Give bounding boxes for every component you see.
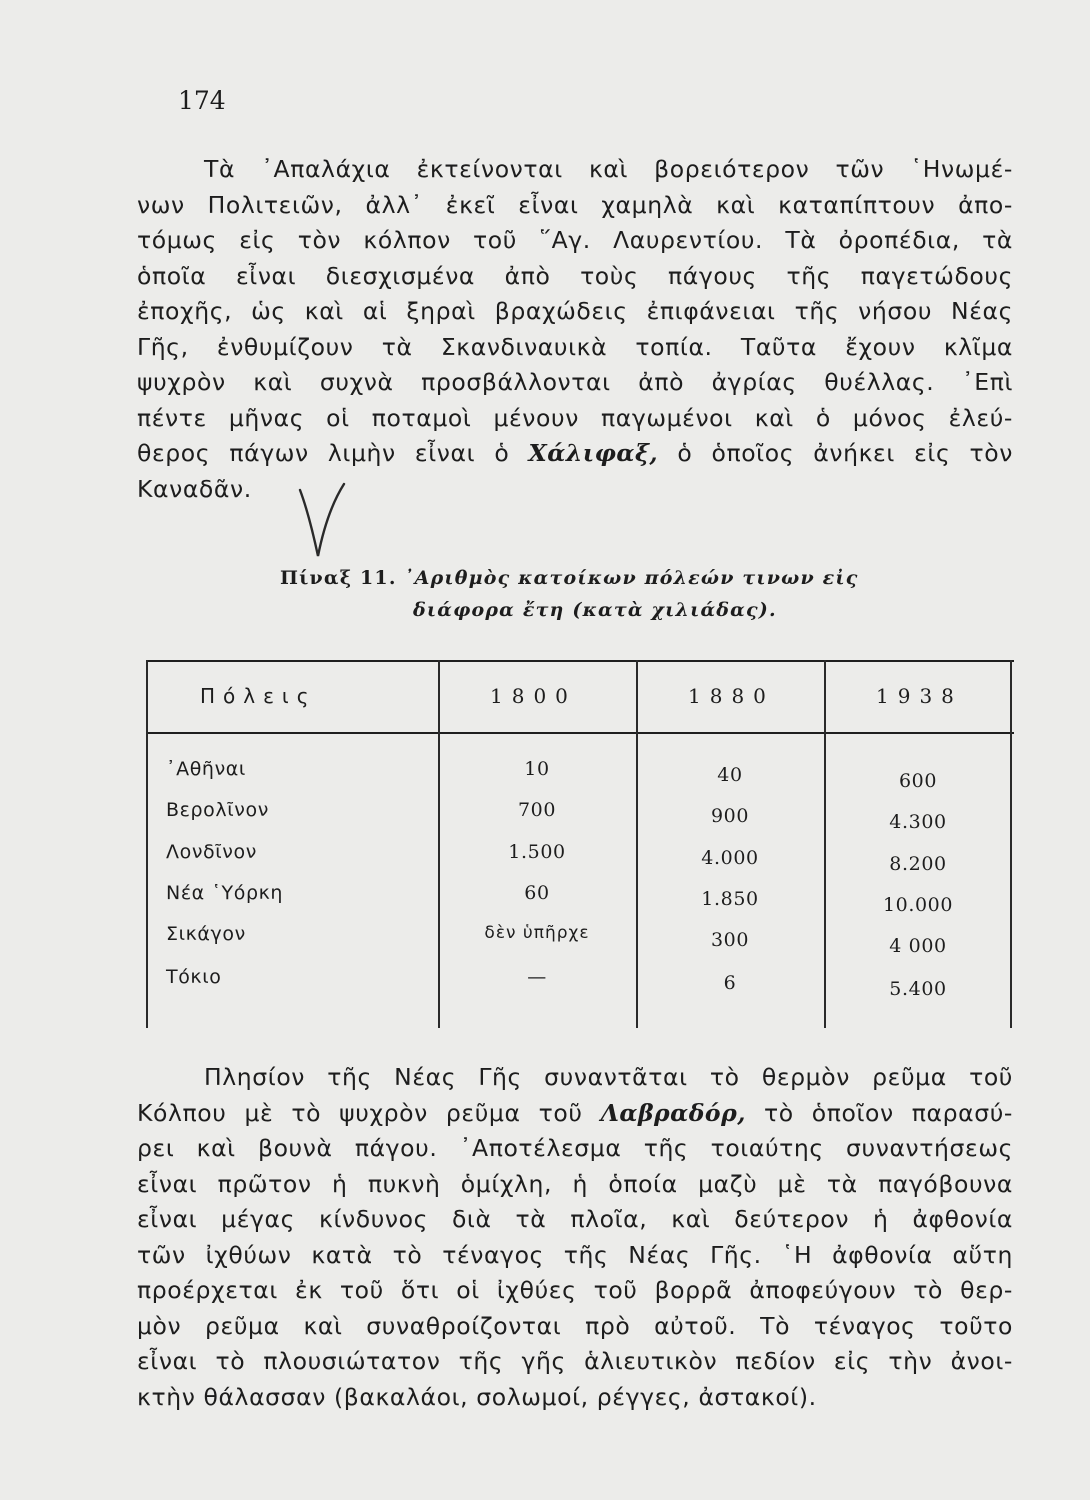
text-line: ἐποχῆς, ὡς καὶ αἱ ξηραὶ βραχώδεις ἐπιφάνειαι τῆς νήσου Νέας: [137, 297, 1013, 325]
text-line: εἶναι πρῶτον ἡ πυκνὴ ὁμίχλη, ἡ ὁποία μαζὺ μὲ τὰ παγόβουνα: [137, 1169, 1013, 1198]
table-row: [142, 799, 1014, 841]
text-line: [137, 436, 1013, 472]
text-line: Πλησίον τῆς Νέας Γῆς συναντᾶται τὸ θερμὸν ρεῦμα τοῦ: [204, 1063, 1013, 1091]
text-line: τῶν ἰχθύων κατὰ τὸ τέναγος τῆς Νέας Γῆς. ῾Η ἀφθονία αὕτη: [137, 1240, 1013, 1269]
text-line: Καναδᾶν.: [137, 474, 252, 503]
table-caption: [280, 562, 920, 626]
text-line: ὁποῖα εἶναι διεσχισμένα ἀπὸ τοὺς πάγους τῆς παγετώδους: [137, 261, 1013, 290]
text-line: νων Πολιτειῶν, ἀλλ᾿ ἐκεῖ εἶναι χαμηλὰ καὶ καταπίπτουν ἀπο-: [137, 190, 1013, 219]
table-row: [142, 923, 1014, 965]
city-name: ᾿Αθῆναι: [166, 758, 246, 780]
value-1880: 300: [710, 929, 750, 951]
city-name: Βερολῖνον: [166, 799, 269, 821]
paragraph-newfoundland: [137, 1060, 1013, 1415]
table-header: [142, 660, 1014, 732]
value-1938: 4.300: [889, 811, 947, 833]
text-line: ψυχρὸν καὶ συχνὰ προσβάλλονται ἀπὸ ἀγρίας θυέλλας. ᾿Επὶ: [137, 368, 1013, 396]
text-line: πέντε μῆνας οἱ ποταμοὶ μένουν παγωμένοι καὶ ὁ μόνος ἐλεύ-: [137, 403, 1013, 432]
table-row: [142, 882, 1014, 924]
city-name: Λονδῖνον: [166, 841, 257, 863]
value-1800: 60: [524, 882, 550, 904]
value-1938: 5.400: [889, 978, 947, 1000]
text-line: μὸν ρεῦμα καὶ συναθροίζονται πρὸ αὐτοῦ. Τὸ τέναγος τοῦτο: [137, 1311, 1013, 1340]
value-1938: 10.000: [882, 894, 954, 916]
text-fragment: ὁ ὁποῖος ἀνήκει εἰς τὸν: [658, 439, 1013, 467]
caption-title-continued: διάφορα ἔτη (κατὰ χιλιάδας).: [413, 599, 777, 621]
population-table: [142, 660, 1014, 1028]
caption-label: Πίναξ 11.: [280, 567, 397, 589]
text-line: Γῆς, ἐνθυμίζουν τὰ Σκανδιναυικὰ τοπία. Ταῦτα ἔχουν κλῖμα: [137, 332, 1013, 361]
value-1938: 4 000: [889, 935, 947, 957]
text-line: εἶναι τὸ πλουσιώτατον τῆς γῆς ἁλιευτικὸν πεδίον εἰς τὴν ἀνοι-: [137, 1347, 1013, 1375]
text-line: Τὰ ᾿Απαλάχια ἐκτείνονται καὶ βορειότερον τῶν ῾Ηνωμέ-: [204, 155, 1013, 183]
paragraph-appalachia: [137, 152, 1013, 507]
page-number: 174: [178, 86, 226, 115]
handwritten-check-mark: [296, 476, 356, 564]
text-fragment: θερος πάγων λιμὴν εἶναι ὁ: [137, 439, 529, 467]
value-1880: 1.850: [701, 888, 759, 910]
table-row: [142, 758, 1014, 800]
city-name: Σικάγον: [166, 923, 246, 945]
value-1800: 10: [524, 758, 550, 780]
table-row: [142, 841, 1014, 883]
caption-line: [280, 562, 920, 594]
text-line: προέρχεται ἐκ τοῦ ὅτι οἱ ἰχθύες τοῦ βορρᾶ ἀποφεύγουν τὸ θερ-: [137, 1276, 1013, 1304]
text-line: ρει καὶ βουνὰ πάγου. ᾿Αποτέλεσμα τῆς τοιαύτης συναντήσεως: [137, 1134, 1013, 1162]
emphasis-halifax: Χάλιφαξ,: [528, 439, 659, 467]
value-1800: δὲν ὑπῆρχε: [484, 923, 590, 943]
value-1880: 6: [723, 972, 737, 994]
column-header-1880: 1880: [688, 684, 775, 708]
emphasis-labrador: Λαβραδόρ,: [600, 1098, 746, 1127]
caption-title: ᾿Αριθμὸς κατοίκων πόλεών τινων εἰς: [403, 567, 859, 589]
table-header-rule: [148, 732, 1014, 734]
text-fragment: Κόλπου μὲ τὸ ψυχρὸν ρεῦμα τοῦ: [137, 1098, 601, 1127]
text-line: κτὴν θάλασσαν (βακαλάοι, σολωμοί, ρέγγες, ἀστακοί).: [137, 1382, 817, 1411]
value-1880: 40: [717, 764, 743, 786]
column-header-1938: 1938: [876, 684, 963, 708]
value-1938: 8.200: [889, 853, 947, 875]
text-line: τόμως εἰς τὸν κόλπον τοῦ ῞Αγ. Λαυρεντίου. Τὰ ὀροπέδια, τὰ: [137, 226, 1013, 254]
column-header-cities: Πόλεις: [200, 684, 317, 708]
text-fragment: τὸ ὁποῖον παρασύ-: [745, 1098, 1013, 1127]
value-1938: 600: [898, 770, 938, 792]
column-header-1800: 1800: [490, 684, 577, 708]
text-line: [137, 1096, 1013, 1132]
value-1880: 900: [710, 805, 750, 827]
city-name: Νέα ῾Υόρκη: [166, 882, 284, 904]
text-line: εἶναι μέγας κίνδυνος διὰ τὰ πλοῖα, καὶ δεύτερον ἡ ἀφθονία: [137, 1205, 1013, 1233]
city-name: Τόκιο: [166, 966, 222, 988]
table-row: [142, 966, 1014, 1008]
value-1800: 1.500: [508, 841, 566, 863]
value-1800: 700: [517, 799, 557, 821]
value-1880: 4.000: [701, 847, 759, 869]
value-1800: —: [527, 966, 547, 988]
